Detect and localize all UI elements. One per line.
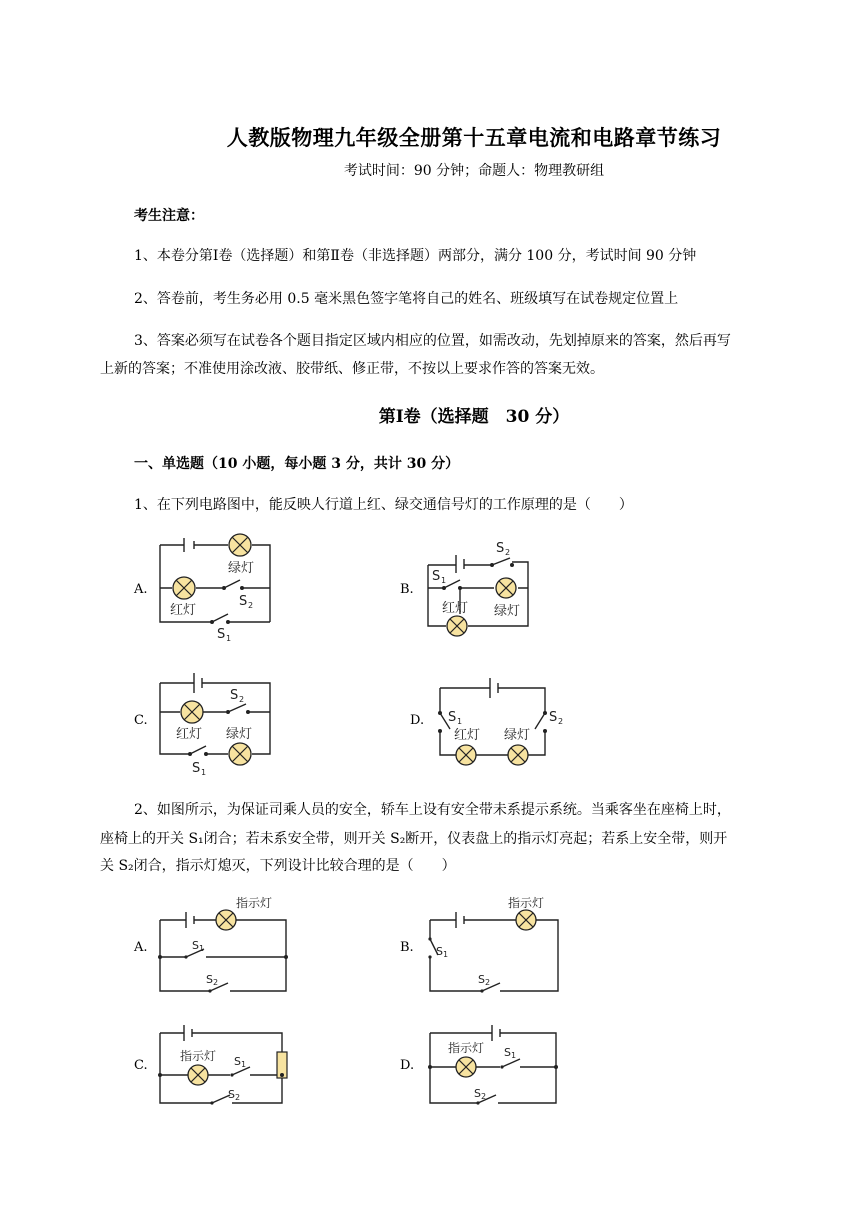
svg-text:S: S [192, 939, 199, 952]
section-title: 第Ⅰ卷（选择题 30 分） [378, 407, 570, 427]
svg-text:1: 1 [441, 576, 447, 585]
notice-item-3: 3、答案必须写在试卷各个题目指定区域内相应的位置，如需改动，先划掉原来的答案，然后再写 [134, 333, 731, 349]
q1b-red-label: 红灯 [442, 601, 469, 616]
q1b-green-label: 绿灯 [494, 604, 521, 619]
svg-text:2: 2 [558, 717, 564, 726]
svg-text:2: 2 [505, 548, 511, 557]
svg-text:1: 1 [226, 634, 232, 643]
svg-text:2: 2 [481, 1092, 487, 1101]
svg-text:S: S [478, 973, 485, 986]
q1-option-d-label: D. [410, 713, 425, 728]
question-2-stem-3: 关 S₂闭合，指示灯熄灭，下列设计比较合理的是（ ） [100, 858, 456, 874]
svg-text:1: 1 [201, 768, 207, 777]
notice-heading: 考生注意： [134, 208, 204, 224]
svg-text:2: 2 [235, 1093, 241, 1102]
q2a-indicator-label: 指示灯 [236, 896, 273, 910]
svg-text:2: 2 [213, 978, 219, 987]
q2-option-c-circuit [150, 1017, 300, 1117]
q2c-indicator-label: 指示灯 [180, 1049, 217, 1063]
svg-text:S: S [217, 627, 226, 642]
q2-option-b-label: B. [400, 940, 414, 955]
question-2-stem-2: 座椅上的开关 S₁闭合；若未系安全带，则开关 S₂断开，仪表盘上的指示灯亮起；若系上安全带，则开 [100, 831, 728, 847]
svg-text:S: S [228, 1088, 235, 1101]
svg-text:S: S [504, 1046, 511, 1059]
svg-text:1: 1 [511, 1051, 517, 1060]
svg-text:S: S [549, 710, 558, 725]
q1a-green-label: 绿灯 [228, 561, 255, 576]
svg-text:2: 2 [239, 695, 245, 704]
q1-option-d-circuit [430, 673, 564, 773]
svg-text:1: 1 [199, 944, 205, 953]
svg-text:1: 1 [443, 950, 449, 959]
q2-option-d-circuit [420, 1017, 570, 1117]
q1d-red-label: 红灯 [454, 728, 481, 743]
svg-text:1: 1 [241, 1060, 247, 1069]
exam-info: 考试时间：90 分钟；命题人：物理教研组 [343, 163, 605, 179]
notice-item-3-cont: 上新的答案；不准使用涂改液、胶带纸、修正带，不按以上要求作答的答案无效。 [100, 361, 604, 377]
q1c-red-label: 红灯 [176, 727, 203, 742]
page-title: 人教版物理九年级全册第十五章电流和电路章节练习 [226, 125, 722, 150]
q2-option-a-label: A. [134, 940, 148, 955]
notice-item-1: 1、本卷分第Ⅰ卷（选择题）和第Ⅱ卷（非选择题）两部分，满分 100 分，考试时间 90 分钟 [134, 248, 697, 264]
question-1-stem: 1、在下列电路图中，能反映人行道上红、绿交通信号灯的工作原理的是（ ） [134, 497, 633, 513]
q2-option-d-label: D. [400, 1058, 415, 1073]
q1c-green-label: 绿灯 [226, 727, 253, 742]
svg-text:S: S [432, 569, 441, 584]
q2-option-b-circuit [420, 893, 570, 1003]
svg-text:S: S [448, 710, 457, 725]
svg-text:S: S [436, 945, 443, 958]
svg-text:S: S [206, 973, 213, 986]
q1-option-b-label: B. [400, 582, 414, 597]
q2-option-a-circuit [150, 893, 300, 1003]
q2b-indicator-label: 指示灯 [508, 896, 545, 910]
q1-option-b-circuit [418, 540, 538, 645]
svg-text:S: S [234, 1055, 241, 1068]
q1a-red-label: 红灯 [170, 603, 197, 618]
q1d-green-label: 绿灯 [504, 728, 531, 743]
svg-text:1: 1 [457, 717, 463, 726]
q1-option-a-circuit [150, 535, 280, 645]
svg-text:S: S [496, 541, 505, 556]
question-2-stem-1: 2、如图所示，为保证司乘人员的安全，轿车上设有安全带未系提示系统。当乘客坐在座椅上时， [134, 802, 731, 818]
svg-text:2: 2 [485, 978, 491, 987]
notice-item-2: 2、答卷前，考生务必用 0.5 毫米黑色签字笔将自己的姓名、班级填写在试卷规定位置上 [134, 291, 679, 307]
q1-option-c-label: C. [134, 713, 148, 728]
svg-text:S: S [474, 1087, 481, 1100]
q1-option-a-label: A. [134, 582, 148, 597]
svg-text:S: S [230, 688, 239, 703]
svg-text:S: S [192, 761, 201, 776]
svg-text:2: 2 [248, 601, 254, 610]
q2d-indicator-label: 指示灯 [448, 1041, 485, 1055]
q2-option-c-label: C. [134, 1058, 148, 1073]
q1-option-c-circuit [150, 668, 280, 778]
svg-text:S: S [239, 594, 248, 609]
part-heading: 一、单选题（10 小题，每小题 3 分，共计 30 分） [134, 456, 460, 472]
